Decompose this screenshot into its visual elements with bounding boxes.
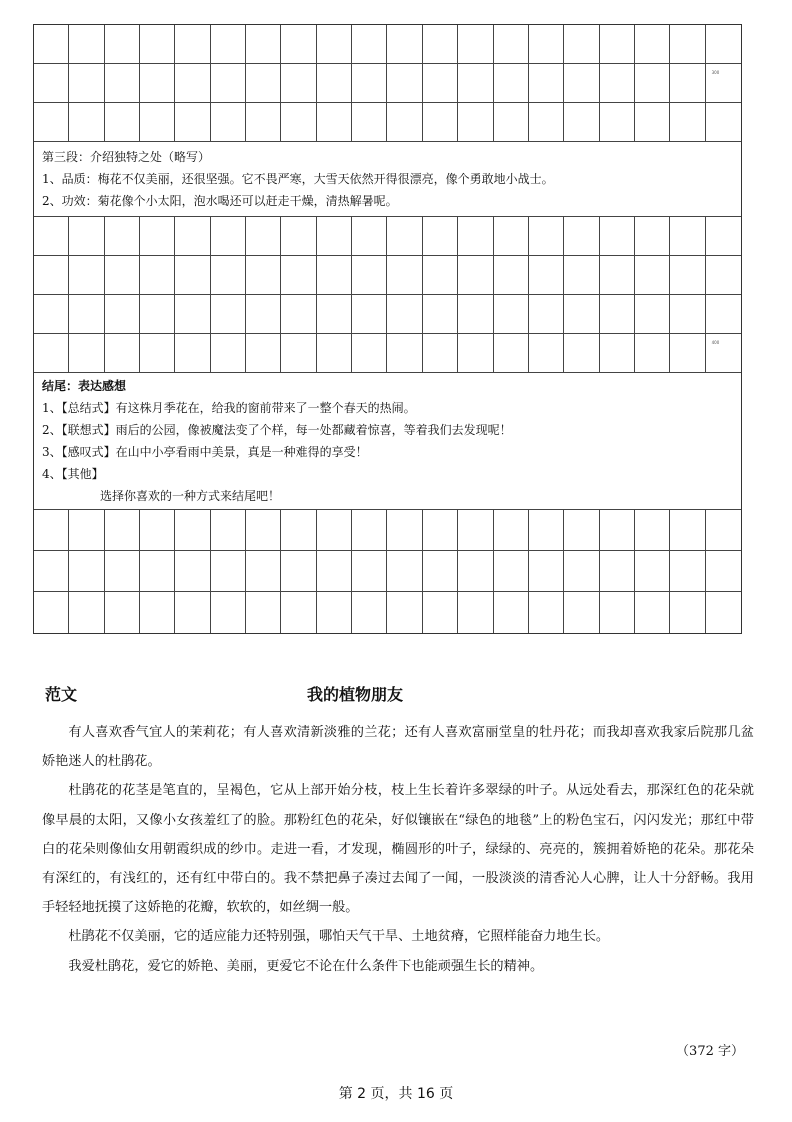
grid-cell[interactable] <box>281 592 316 633</box>
grid-cell[interactable] <box>564 256 599 295</box>
section3-item-effect: 2、功效：菊花像个小太阳，泡水喝还可以赶走干燥，清热解暑呢。 <box>42 194 398 208</box>
grid-cell[interactable] <box>635 25 670 64</box>
grid-cell[interactable] <box>564 217 599 256</box>
grid-cell[interactable] <box>564 295 599 334</box>
grid-cell[interactable] <box>317 592 352 633</box>
grid-cell[interactable] <box>564 592 599 633</box>
grid-cell[interactable] <box>494 510 529 551</box>
grid-cell[interactable] <box>211 217 246 256</box>
grid-cell[interactable] <box>706 334 741 373</box>
grid-cell[interactable] <box>105 256 140 295</box>
grid-cell[interactable] <box>423 256 458 295</box>
grid-cell[interactable] <box>140 295 175 334</box>
grid-cell[interactable] <box>246 295 281 334</box>
grid-cell[interactable] <box>246 217 281 256</box>
ending-outline <box>34 373 741 510</box>
grid-cell[interactable] <box>140 551 175 592</box>
grid-cell[interactable] <box>635 592 670 633</box>
grid-cell[interactable] <box>69 551 104 592</box>
grid-cell[interactable] <box>211 510 246 551</box>
grid-cell[interactable] <box>494 334 529 373</box>
grid-cell[interactable] <box>458 510 493 551</box>
grid-cell[interactable] <box>352 592 387 633</box>
grid-cell[interactable] <box>352 103 387 142</box>
section3-title: 第三段：介绍独特之处（略写） <box>42 150 211 164</box>
grid-cell[interactable] <box>423 551 458 592</box>
grid-cell[interactable] <box>175 64 210 103</box>
grid-cell[interactable] <box>494 25 529 64</box>
grid-cell[interactable] <box>635 295 670 334</box>
grid-cell[interactable] <box>706 551 741 592</box>
grid-cell[interactable] <box>458 25 493 64</box>
grid-cell[interactable] <box>352 510 387 551</box>
grid-cell[interactable] <box>105 334 140 373</box>
grid-cell[interactable] <box>600 103 635 142</box>
grid-cell[interactable] <box>706 592 741 633</box>
grid-cell[interactable] <box>352 64 387 103</box>
grid-cell[interactable] <box>34 256 69 295</box>
grid-cell[interactable] <box>352 256 387 295</box>
grid-cell[interactable] <box>387 25 422 64</box>
essay-paragraph: 杜鹃花的花茎是笔直的，呈褐色，它从上部开始分枝，枝上生长着许多翠绿的叶子。从远处看去，那深红色的花朵就像早晨的太阳，又像小女孩羞红了的脸。那粉红色的花朵，好似镶嵌在“绿色的地毯”上的粉色宝石，闪闪发光；那红中带白的花朵则像仙女用朝霞织成的纱巾。走进一看，才发现，椭圆形的叶子，绿绿的、亮亮的，簇拥着娇艳的花朵。那花朵有深红的，有浅红的，还有红中带白的。我不禁把鼻子凑过去闻了一闻，一股淡淡的清香沁人心脾，让人十分舒畅。我用手轻轻地抚摸了这娇艳的花瓣，软软的，如丝绸一般。 <box>42 783 754 916</box>
grid-cell[interactable] <box>706 103 741 142</box>
writing-sheet <box>33 24 742 634</box>
grid-cell[interactable] <box>458 64 493 103</box>
grid-cell[interactable] <box>600 592 635 633</box>
grid-cell[interactable] <box>600 510 635 551</box>
grid-cell[interactable] <box>458 256 493 295</box>
grid-cell[interactable] <box>246 103 281 142</box>
grid-cell[interactable] <box>387 103 422 142</box>
grid-cell[interactable] <box>140 64 175 103</box>
grid-cell[interactable] <box>706 256 741 295</box>
grid-cell[interactable] <box>281 295 316 334</box>
grid-cell[interactable] <box>281 510 316 551</box>
grid-cell[interactable] <box>105 510 140 551</box>
grid-cell[interactable] <box>246 510 281 551</box>
character-count-marker: 300 <box>711 70 720 75</box>
grid-cell[interactable] <box>34 510 69 551</box>
grid-cell[interactable] <box>69 25 104 64</box>
grid-cell[interactable] <box>69 64 104 103</box>
grid-cell[interactable] <box>458 551 493 592</box>
grid-cell[interactable] <box>564 103 599 142</box>
grid-cell[interactable] <box>529 551 564 592</box>
grid-cell[interactable] <box>529 592 564 633</box>
grid-cell[interactable] <box>600 295 635 334</box>
grid-cell[interactable] <box>352 551 387 592</box>
grid-cell[interactable] <box>34 551 69 592</box>
page-number: 第 2 页，共 16 页 <box>338 1086 454 1102</box>
grid-cell[interactable] <box>600 64 635 103</box>
grid-cell[interactable] <box>352 334 387 373</box>
grid-cell[interactable] <box>140 103 175 142</box>
grid-cell[interactable] <box>387 64 422 103</box>
grid-cell[interactable] <box>211 256 246 295</box>
grid-cell[interactable] <box>387 334 422 373</box>
grid-cell[interactable] <box>706 217 741 256</box>
grid-cell[interactable] <box>105 295 140 334</box>
grid-cell[interactable] <box>600 334 635 373</box>
grid-cell[interactable] <box>175 103 210 142</box>
grid-cell[interactable] <box>140 592 175 633</box>
grid-cell[interactable] <box>69 510 104 551</box>
grid-cell[interactable] <box>317 256 352 295</box>
grid-cell[interactable] <box>635 103 670 142</box>
grid-cell[interactable] <box>564 334 599 373</box>
grid-cell[interactable] <box>423 217 458 256</box>
grid-cell[interactable] <box>670 295 705 334</box>
grid-cell[interactable] <box>387 551 422 592</box>
grid-cell[interactable] <box>281 551 316 592</box>
grid-cell[interactable] <box>317 103 352 142</box>
grid-cell[interactable] <box>246 592 281 633</box>
ending-item-exclamation: 3、【感叹式】在山中小亭看雨中美景，真是一种难得的享受！ <box>42 445 368 459</box>
grid-cell[interactable] <box>670 64 705 103</box>
grid-cell[interactable] <box>529 256 564 295</box>
grid-cell[interactable] <box>494 592 529 633</box>
grid-cell[interactable] <box>600 25 635 64</box>
grid-cell[interactable] <box>69 103 104 142</box>
grid-cell[interactable] <box>281 103 316 142</box>
grid-cell[interactable] <box>387 217 422 256</box>
grid-cell[interactable] <box>600 217 635 256</box>
grid-cell[interactable] <box>175 295 210 334</box>
grid-cell[interactable] <box>34 592 69 633</box>
grid-cell[interactable] <box>423 334 458 373</box>
grid-cell[interactable] <box>352 217 387 256</box>
grid-cell[interactable] <box>670 510 705 551</box>
grid-cell[interactable] <box>387 256 422 295</box>
grid-cell[interactable] <box>175 25 210 64</box>
grid-cell[interactable] <box>670 256 705 295</box>
grid-cell[interactable] <box>211 551 246 592</box>
grid-cell[interactable] <box>458 217 493 256</box>
grid-cell[interactable] <box>494 64 529 103</box>
grid-cell[interactable] <box>564 64 599 103</box>
grid-cell[interactable] <box>458 334 493 373</box>
grid-cell[interactable] <box>281 217 316 256</box>
essay-paragraph: 我爱杜鹃花，爱它的娇艳、美丽，更爱它不论在什么条件下也能顽强生长的精神。 <box>68 958 544 974</box>
ending-hint: 选择你喜欢的一种方式来结尾吧！ <box>100 489 281 503</box>
grid-cell[interactable] <box>69 217 104 256</box>
grid-cell[interactable] <box>105 551 140 592</box>
grid-cell[interactable] <box>281 256 316 295</box>
grid-cell[interactable] <box>211 295 246 334</box>
section3-item-quality: 1、品质：梅花不仅美丽，还很坚强。它不畏严寒，大雪天依然开得很漂亮，像个勇敢地小战士。 <box>42 172 554 186</box>
grid-cell[interactable] <box>706 64 741 103</box>
grid-cell[interactable] <box>105 25 140 64</box>
grid-cell[interactable] <box>69 256 104 295</box>
grid-cell[interactable] <box>34 64 69 103</box>
grid-cell[interactable] <box>564 25 599 64</box>
grid-cell[interactable] <box>352 25 387 64</box>
grid-cell[interactable] <box>317 551 352 592</box>
grid-cell[interactable] <box>34 295 69 334</box>
grid-cell[interactable] <box>458 295 493 334</box>
writing-grid-middle <box>34 217 741 373</box>
grid-cell[interactable] <box>140 510 175 551</box>
grid-cell[interactable] <box>34 103 69 142</box>
essay-header <box>45 682 745 706</box>
grid-cell[interactable] <box>175 217 210 256</box>
grid-cell[interactable] <box>458 592 493 633</box>
grid-cell[interactable] <box>387 592 422 633</box>
grid-cell[interactable] <box>175 592 210 633</box>
grid-cell[interactable] <box>140 217 175 256</box>
ending-item-association: 2、【联想式】雨后的公园，像被魔法变了个样，每一处都藏着惊喜，等着我们去发现呢！ <box>42 423 512 437</box>
grid-cell[interactable] <box>34 217 69 256</box>
grid-cell[interactable] <box>529 295 564 334</box>
writing-grid-bottom <box>34 510 741 633</box>
grid-cell[interactable] <box>564 551 599 592</box>
grid-cell[interactable] <box>211 103 246 142</box>
grid-cell[interactable] <box>706 510 741 551</box>
grid-cell[interactable] <box>423 103 458 142</box>
grid-cell[interactable] <box>423 510 458 551</box>
grid-cell[interactable] <box>529 510 564 551</box>
grid-cell[interactable] <box>246 25 281 64</box>
grid-cell[interactable] <box>494 295 529 334</box>
grid-cell[interactable] <box>317 217 352 256</box>
grid-cell[interactable] <box>246 334 281 373</box>
grid-cell[interactable] <box>423 25 458 64</box>
essay-body <box>42 718 754 981</box>
grid-cell[interactable] <box>635 510 670 551</box>
grid-cell[interactable] <box>140 334 175 373</box>
essay-label: 范文 <box>45 685 78 704</box>
essay-paragraph: 杜鹃花不仅美丽，它的适应能力还特别强，哪怕天气干旱、土地贫瘠，它照样能奋力地生长。 <box>68 929 610 945</box>
grid-cell[interactable] <box>529 334 564 373</box>
grid-cell[interactable] <box>317 334 352 373</box>
grid-cell[interactable] <box>670 217 705 256</box>
grid-cell[interactable] <box>670 551 705 592</box>
grid-cell[interactable] <box>670 334 705 373</box>
ending-title: 结尾：表达感想 <box>42 379 127 393</box>
grid-cell[interactable] <box>529 25 564 64</box>
grid-cell[interactable] <box>494 256 529 295</box>
grid-cell[interactable] <box>387 510 422 551</box>
grid-cell[interactable] <box>34 334 69 373</box>
grid-cell[interactable] <box>706 295 741 334</box>
grid-cell[interactable] <box>494 217 529 256</box>
grid-cell[interactable] <box>635 551 670 592</box>
ending-item-other: 4、【其他】 <box>42 467 104 481</box>
grid-cell[interactable] <box>423 592 458 633</box>
grid-cell[interactable] <box>211 64 246 103</box>
grid-cell[interactable] <box>246 256 281 295</box>
grid-cell[interactable] <box>529 103 564 142</box>
word-count: （372 字） <box>676 1044 744 1059</box>
grid-cell[interactable] <box>175 510 210 551</box>
grid-cell[interactable] <box>600 551 635 592</box>
grid-cell[interactable] <box>211 334 246 373</box>
grid-cell[interactable] <box>246 64 281 103</box>
grid-cell[interactable] <box>211 25 246 64</box>
character-count-marker: 400 <box>711 340 720 345</box>
grid-cell[interactable] <box>34 25 69 64</box>
grid-cell[interactable] <box>69 295 104 334</box>
grid-cell[interactable] <box>69 592 104 633</box>
essay-paragraph: 有人喜欢香气宜人的茉莉花；有人喜欢清新淡雅的兰花；还有人喜欢富丽堂皇的牡丹花；而我却喜欢我家后院那几盆娇艳迷人的杜鹃花。 <box>42 725 754 770</box>
grid-cell[interactable] <box>105 592 140 633</box>
grid-cell[interactable] <box>246 551 281 592</box>
grid-cell[interactable] <box>494 103 529 142</box>
grid-cell[interactable] <box>211 592 246 633</box>
grid-cell[interactable] <box>140 256 175 295</box>
grid-cell[interactable] <box>317 510 352 551</box>
grid-cell[interactable] <box>529 64 564 103</box>
grid-cell[interactable] <box>317 64 352 103</box>
grid-cell[interactable] <box>494 551 529 592</box>
grid-cell[interactable] <box>175 256 210 295</box>
grid-cell[interactable] <box>105 217 140 256</box>
grid-cell[interactable] <box>281 25 316 64</box>
grid-cell[interactable] <box>352 295 387 334</box>
grid-cell[interactable] <box>635 334 670 373</box>
grid-cell[interactable] <box>670 103 705 142</box>
grid-cell[interactable] <box>529 217 564 256</box>
grid-cell[interactable] <box>423 64 458 103</box>
grid-cell[interactable] <box>635 64 670 103</box>
grid-cell[interactable] <box>458 103 493 142</box>
grid-cell[interactable] <box>635 217 670 256</box>
grid-cell[interactable] <box>706 25 741 64</box>
ending-item-summary: 1、【总结式】有这株月季花在，给我的窗前带来了一整个春天的热闹。 <box>42 401 416 415</box>
grid-cell[interactable] <box>635 256 670 295</box>
grid-cell[interactable] <box>564 510 599 551</box>
grid-cell[interactable] <box>175 334 210 373</box>
section3-outline <box>34 142 741 217</box>
grid-cell[interactable] <box>140 25 175 64</box>
grid-cell[interactable] <box>670 592 705 633</box>
grid-cell[interactable] <box>423 295 458 334</box>
grid-cell[interactable] <box>175 551 210 592</box>
writing-grid-top <box>34 25 741 142</box>
grid-cell[interactable] <box>317 295 352 334</box>
grid-cell[interactable] <box>281 334 316 373</box>
grid-cell[interactable] <box>670 25 705 64</box>
grid-cell[interactable] <box>69 334 104 373</box>
grid-cell[interactable] <box>281 64 316 103</box>
grid-cell[interactable] <box>600 256 635 295</box>
grid-cell[interactable] <box>387 295 422 334</box>
essay-title: 我的植物朋友 <box>307 685 404 704</box>
grid-cell[interactable] <box>317 25 352 64</box>
grid-cell[interactable] <box>105 64 140 103</box>
grid-cell[interactable] <box>105 103 140 142</box>
